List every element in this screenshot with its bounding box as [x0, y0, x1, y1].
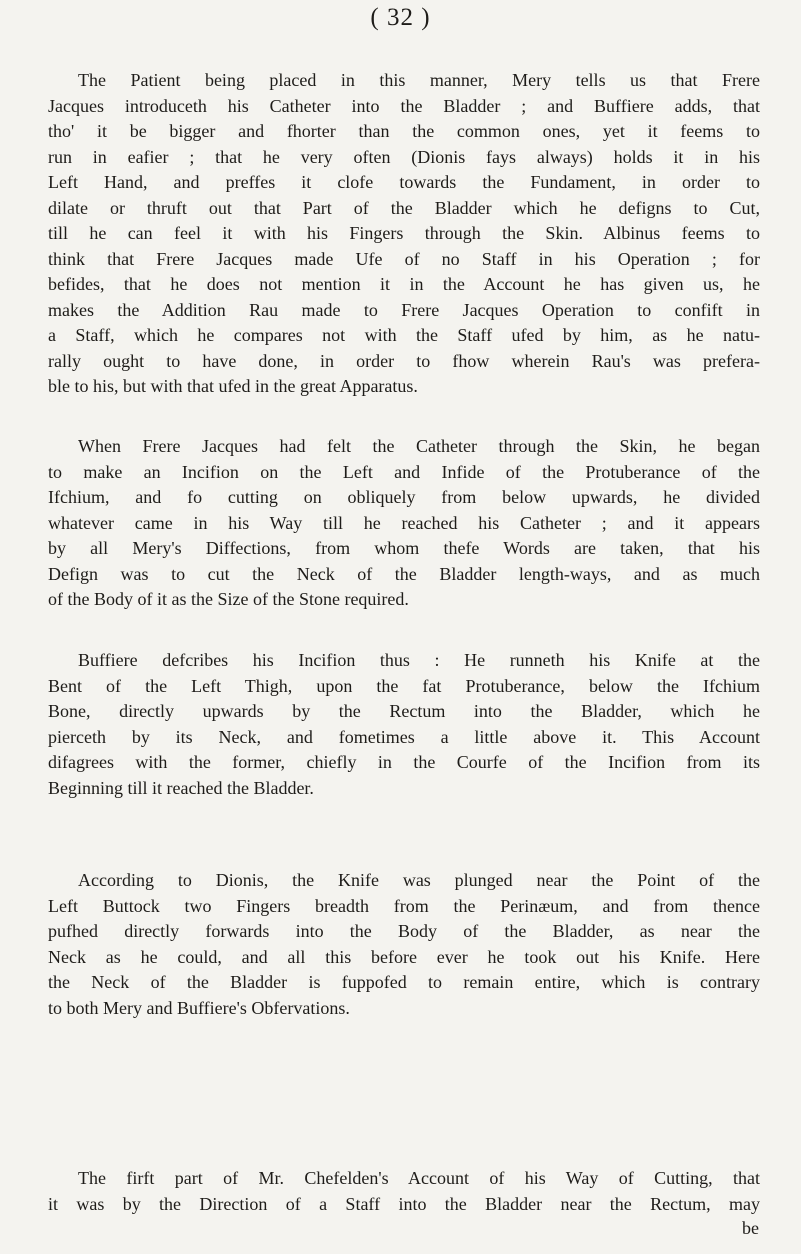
text-line: Beginning till it reached the Bladder. [48, 777, 314, 798]
text-line: Left Buttock two Fingers breadth from the Perinæum, and from thence [48, 895, 760, 916]
text-line: Left Hand, and preffes it clofe towards the Fundament, in order to [48, 172, 760, 192]
text-line: makes the Addition Rau made to Frere Jacques Operation to confift in [48, 299, 760, 320]
text-line: Neck as he could, and all this before ever he took out his Knife. Here [48, 946, 760, 967]
text-line: The Patient being placed in this manner, Mery tells us that Frere [78, 70, 760, 90]
catchword: be [742, 1218, 759, 1238]
paragraph-3 [48, 648, 760, 801]
text-line: dilate or thruft out that Part of the Bladder which he defigns to Cut, [48, 197, 760, 218]
text-line: of the Body of it as the Size of the Stone required. [48, 589, 409, 609]
text-line: The firft part of Mr. Chefelden's Account of his Way of Cutting, that [78, 1168, 760, 1188]
text-line: pufhed directly forwards into the Body of the Bladder, as near the [48, 921, 760, 941]
paragraph-1 [48, 68, 760, 400]
text-line: ble to his, but with that ufed in the great Apparatus. [48, 376, 418, 396]
text-line: Bone, directly upwards by the Rectum into the Bladder, which he [48, 701, 760, 721]
paragraph-4 [48, 868, 760, 1021]
text-line: tho' it be bigger and fhorter than the common ones, yet it feems to [48, 121, 760, 141]
text-line: Defign was to cut the Neck of the Bladder length-ways, and as much [48, 563, 760, 584]
text-line: till he can feel it with his Fingers through the Skin. Albinus feems to [48, 223, 760, 243]
text-line: a Staff, which he compares not with the Staff ufed by him, as he natu- [48, 325, 760, 345]
text-line: rally ought to have done, in order to fhow wherein Rau's was prefera- [48, 350, 760, 371]
text-line: Buffiere defcribes his Incifion thus : He runneth his Knife at the [78, 650, 760, 670]
page-number: ( 32 ) [370, 4, 431, 31]
text-line: by all Mery's Diffections, from whom thefe Words are taken, that his [48, 538, 760, 558]
text-line: difagrees with the former, chiefly in the Courfe of the Incifion from its [48, 752, 760, 772]
paragraph-2 [48, 434, 760, 613]
text-line: run in eafier ; that he very often (Dionis fays always) holds it in his [48, 146, 760, 167]
text-line: think that Frere Jacques made Ufe of no Staff in his Operation ; for [48, 248, 760, 269]
text-line: whatever came in his Way till he reached his Catheter ; and it appears [48, 512, 760, 533]
text-line: When Frere Jacques had felt the Catheter through the Skin, he began [78, 436, 760, 456]
text-line: Ifchium, and fo cutting on obliquely from below upwards, he divided [48, 487, 760, 507]
text-line: pierceth by its Neck, and fometimes a little above it. This Account [48, 726, 760, 747]
text-line: the Neck of the Bladder is fuppofed to remain entire, which is contrary [48, 972, 760, 992]
text-line: it was by the Direction of a Staff into the Bladder near the Rectum, may [48, 1193, 760, 1214]
text-line: to both Mery and Buffiere's Obfervations. [48, 997, 350, 1018]
text-line: Bent of the Left Thigh, upon the fat Protuberance, below the Ifchium [48, 675, 760, 696]
text-line: Jacques introduceth his Catheter into the Bladder ; and Buffiere adds, that [48, 95, 760, 116]
text-line: to make an Incifion on the Left and Infide of the Protuberance of the [48, 461, 760, 482]
text-line: befides, that he does not mention it in the Account he has given us, he [48, 274, 760, 294]
paragraph-5 [48, 1166, 760, 1217]
text-line: According to Dionis, the Knife was plunged near the Point of the [78, 870, 760, 890]
